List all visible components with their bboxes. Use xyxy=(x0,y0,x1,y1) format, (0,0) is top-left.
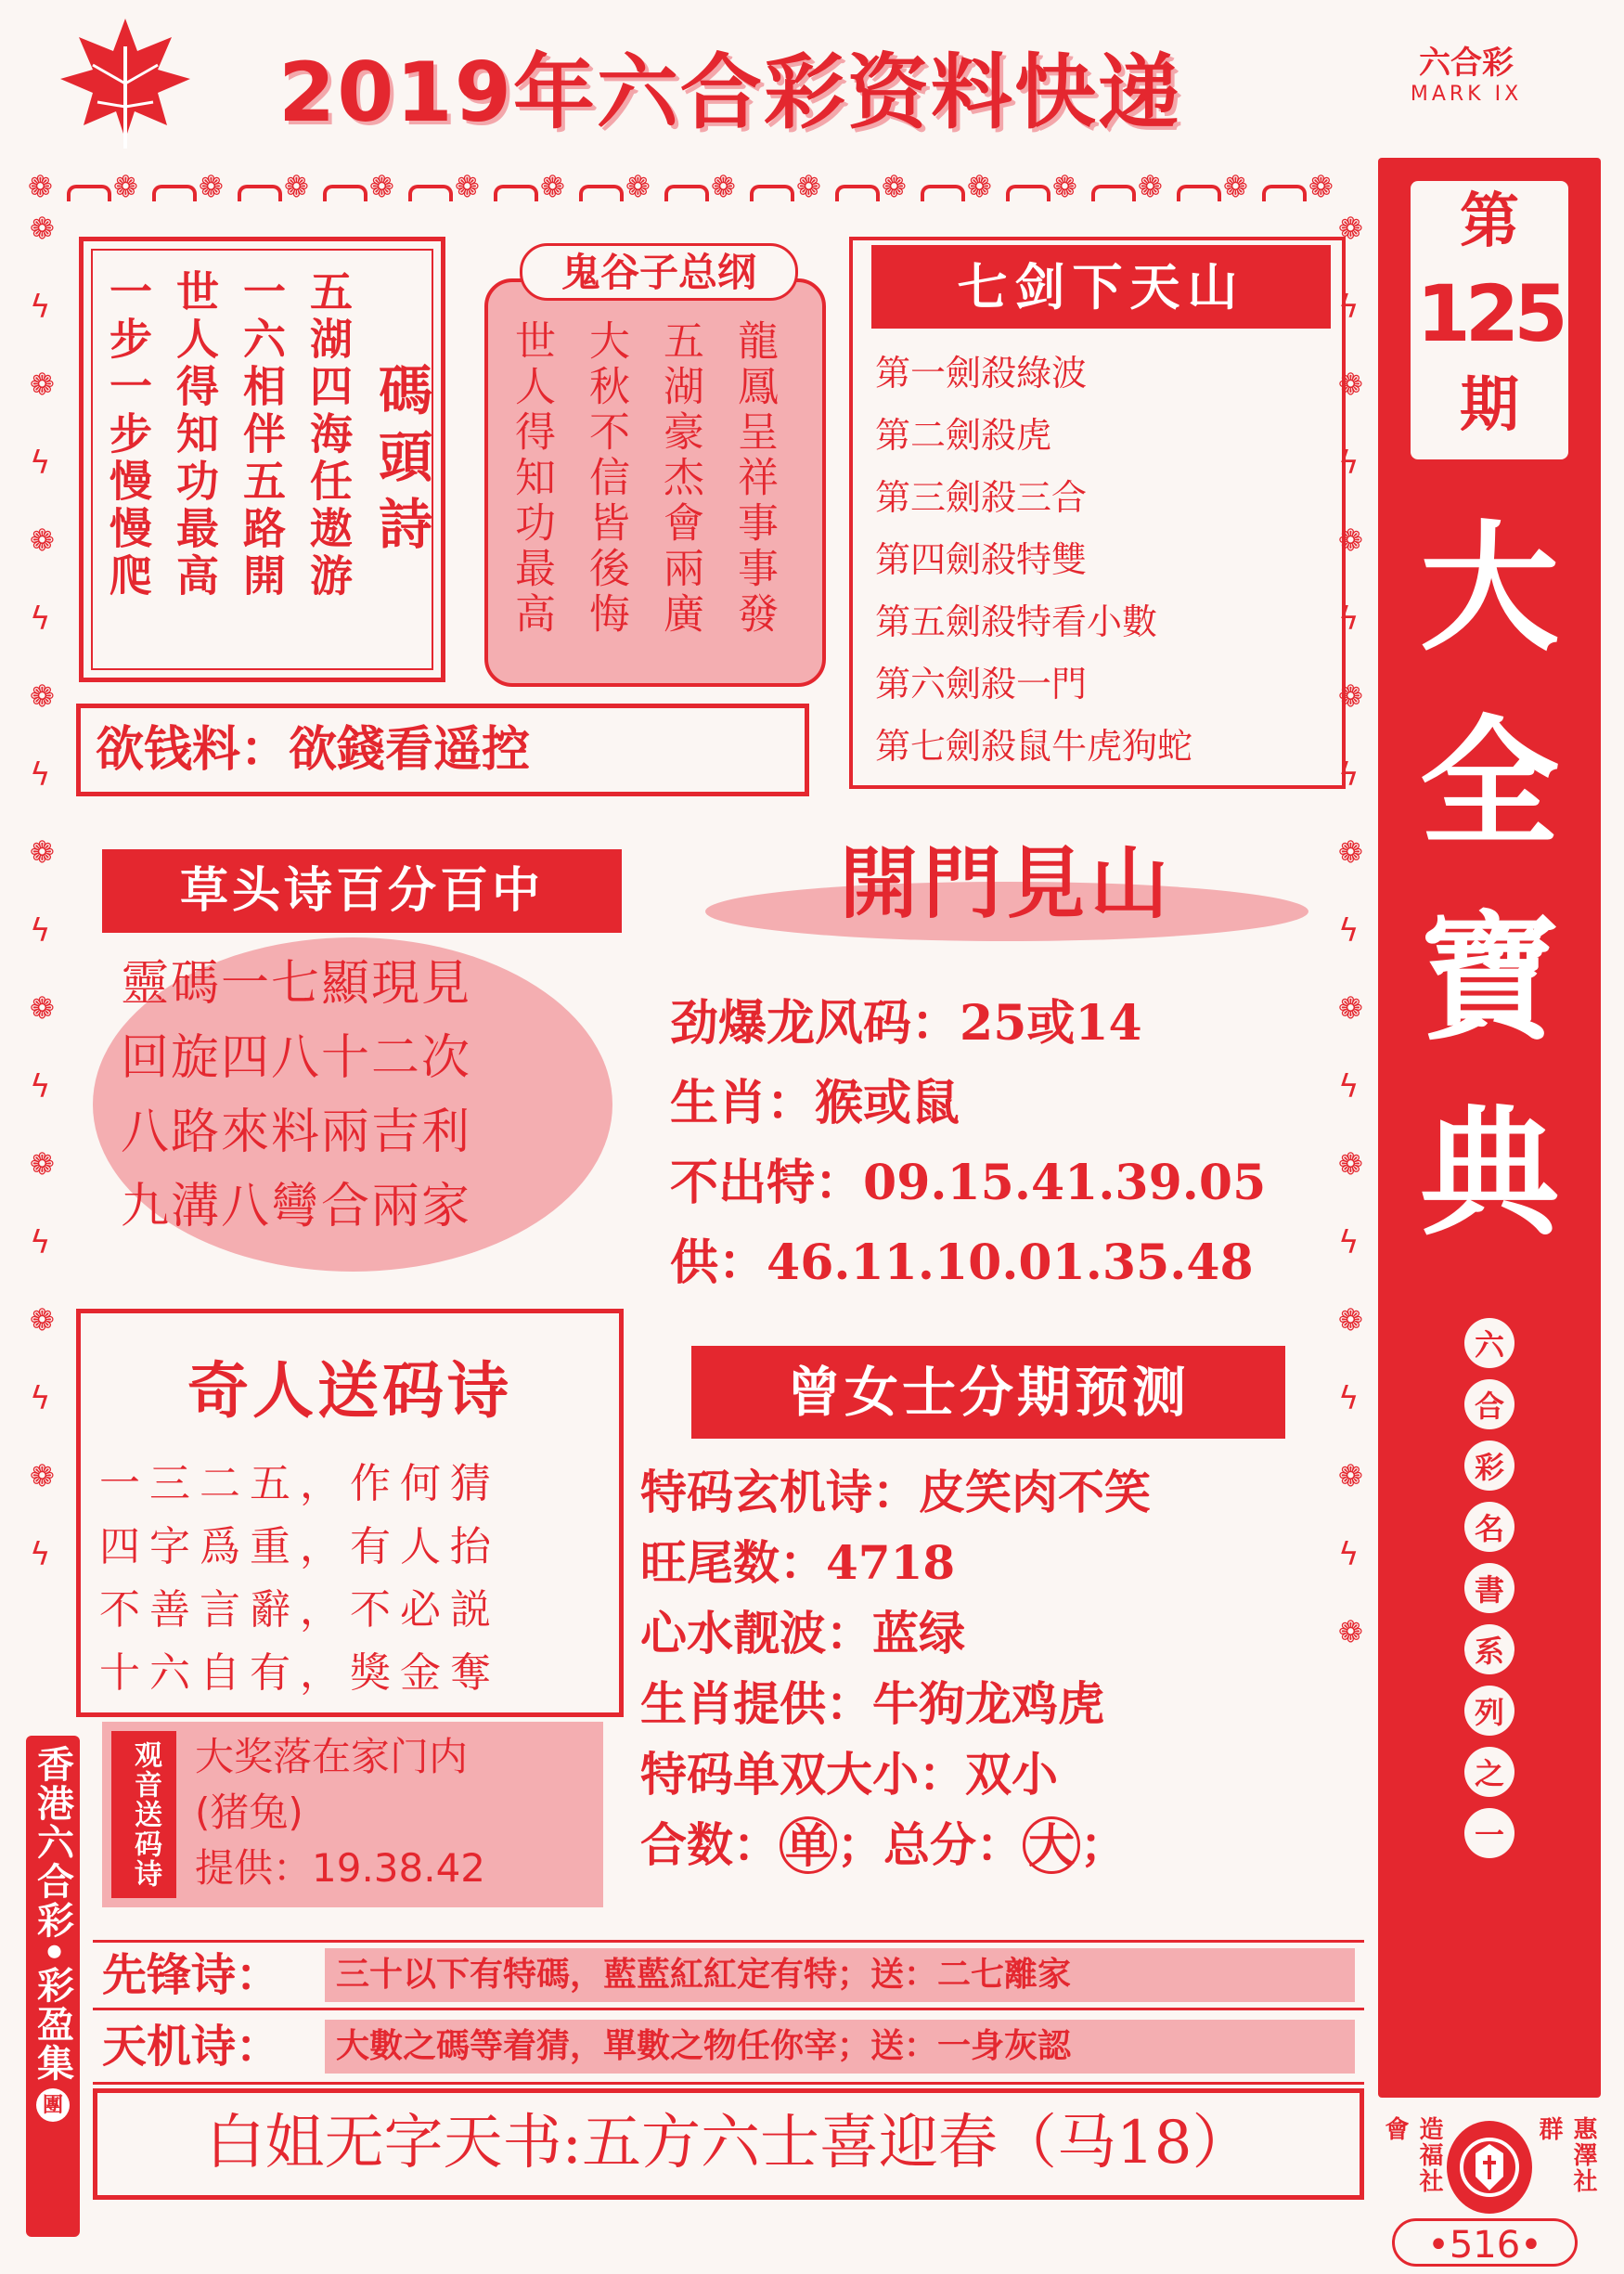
baijie-box: 白姐无字天书:五方六士喜迎春（马18） xyxy=(93,2088,1364,2200)
flower-icon: ❁ xyxy=(284,169,309,204)
kaimen-line xyxy=(670,1143,1266,1223)
guiguzi-poem xyxy=(507,319,783,638)
wave-icon xyxy=(152,185,197,201)
qiren-box xyxy=(76,1309,624,1717)
zigzag-icon: ϟ xyxy=(30,445,51,482)
guanyin-line1: 大奖落在家门内 xyxy=(195,1734,469,1779)
zigzag-icon: ϟ xyxy=(1338,1224,1360,1261)
flower-icon: ❁ xyxy=(625,169,651,204)
big-title-char: 大 xyxy=(1419,509,1559,670)
caotou-line: 八路來料兩吉利 xyxy=(121,1105,472,1160)
flower-icon: ❁ xyxy=(967,169,992,204)
flower-icon: ❁ xyxy=(1338,1302,1363,1337)
wave-icon xyxy=(921,185,965,201)
flower-icon: ❁ xyxy=(1338,678,1363,714)
series-char: 一 xyxy=(1464,1808,1514,1858)
flower-icon: ❁ xyxy=(30,367,55,402)
guiguzi-col: 大秋不信皆後悔 xyxy=(582,319,629,638)
qiren-line: 不善言辭，不必説 xyxy=(99,1586,500,1634)
org-right: 惠澤社群 xyxy=(1535,2116,1597,2194)
tianji-label: 天机诗： xyxy=(102,2021,281,2073)
flower-icon: ❁ xyxy=(113,169,138,204)
zigzag-icon: ϟ xyxy=(30,1380,51,1417)
flower-icon: ❁ xyxy=(1338,834,1363,870)
tianji-text: 大數之碼等着猜，單數之物任你宰；送：一身灰認 xyxy=(325,2020,1355,2074)
big-title-char: 全 xyxy=(1419,704,1559,865)
flower-icon: ❁ xyxy=(28,169,53,204)
flower-icon: ❁ xyxy=(30,834,55,870)
matou-col xyxy=(237,269,292,601)
flower-icon: ❁ xyxy=(1223,169,1248,204)
qijian-item: 第六劍殺一門 xyxy=(875,664,1088,704)
flower-icon: ❁ xyxy=(1338,990,1363,1026)
flower-icon: ❁ xyxy=(30,678,55,714)
flower-icon: ❁ xyxy=(1338,1146,1363,1182)
flower-icon: ❁ xyxy=(369,169,394,204)
caotou-line: 回旋四八十二次 xyxy=(121,1030,472,1086)
qijian-item: 第三劍殺三合 xyxy=(875,477,1088,518)
wave-icon xyxy=(494,185,538,201)
flower-icon: ❁ xyxy=(1338,1614,1363,1649)
xianfeng-text: 三十以下有特碼，藍藍紅紅定有特；送：二七離家 xyxy=(325,1948,1355,2002)
maple-leaf-icon xyxy=(56,9,195,149)
flower-icon: ❁ xyxy=(30,990,55,1026)
left-banner xyxy=(26,1736,80,2237)
kaimen-title: 開門見山 xyxy=(839,838,1174,929)
big-title xyxy=(1378,492,1601,1272)
series-char: 書 xyxy=(1464,1563,1514,1613)
heshu-value: 单 xyxy=(780,1816,837,1874)
series-char: 彩 xyxy=(1464,1441,1514,1491)
left-banner-text: 香港六合彩•彩盈集 xyxy=(31,1745,74,2083)
zeng-line: 特码单双大小：双小 xyxy=(640,1747,1058,1802)
matou-title: 碼頭詩 xyxy=(369,362,432,562)
zigzag-icon: ϟ xyxy=(1338,1068,1360,1105)
zigzag-icon: ϟ xyxy=(30,756,51,794)
zigzag-icon: ϟ xyxy=(1338,756,1360,794)
caotou-line: 九溝八彎合兩家 xyxy=(121,1179,472,1234)
flower-icon: ❁ xyxy=(30,1146,55,1182)
zeng-line: 心水靓波：蓝绿 xyxy=(640,1606,965,1660)
flower-icon: ❁ xyxy=(711,169,736,204)
zigzag-icon: ϟ xyxy=(30,1536,51,1573)
org-area xyxy=(1378,2116,1601,2218)
series-char: 名 xyxy=(1464,1502,1514,1552)
qiren-line: 四字爲重，有人抬 xyxy=(99,1523,500,1570)
brand-logo xyxy=(1392,37,1540,106)
left-banner-badge: 團 xyxy=(36,2088,70,2122)
issue-number: 125 xyxy=(1416,268,1563,359)
caotou-title: 草头诗百分百中 xyxy=(102,849,622,933)
zigzag-icon: ϟ xyxy=(30,1224,51,1261)
guiguzi-col: 龍鳳呈祥事事發 xyxy=(730,319,778,638)
zeng-title: 曾女士分期预测 xyxy=(691,1346,1285,1439)
qijian-title: 七剑下天山 xyxy=(871,245,1331,329)
decor-border-top xyxy=(28,169,1373,209)
guanyin-badge: 观音送码诗 xyxy=(111,1731,176,1898)
zigzag-icon: ϟ xyxy=(30,289,51,326)
caotou-lines xyxy=(121,947,603,1244)
zigzag-icon: ϟ xyxy=(1338,1380,1360,1417)
flower-icon: ❁ xyxy=(30,523,55,558)
side-column xyxy=(1378,158,1601,2237)
header-title: 2019年六合彩资料快递 xyxy=(278,45,1181,140)
kaimen-label: 不出特： xyxy=(670,1155,864,1211)
kaimen-line xyxy=(670,1064,1266,1143)
flower-icon: ❁ xyxy=(455,169,480,204)
zigzag-icon: ϟ xyxy=(30,601,51,638)
kaimen-line xyxy=(670,1223,1266,1303)
kaimen-value: 09.15.41.39.05 xyxy=(863,1155,1267,1211)
flower-icon: ❁ xyxy=(30,1302,55,1337)
zigzag-icon: ϟ xyxy=(30,912,51,950)
zeng-line: 生肖提供：牛狗龙鸡虎 xyxy=(640,1676,1104,1731)
flower-icon: ❁ xyxy=(796,169,821,204)
qijian-box xyxy=(849,237,1346,789)
big-title-char: 寶 xyxy=(1419,898,1559,1060)
flower-icon: ❁ xyxy=(1338,523,1363,558)
heshu-label: 合数： xyxy=(640,1817,780,1872)
kaimen-label: 生肖： xyxy=(670,1075,816,1131)
flower-icon: ❁ xyxy=(1138,169,1163,204)
wave-icon xyxy=(1091,185,1136,201)
logo-sub: MARK IX xyxy=(1410,83,1523,106)
zeng-line: 特码玄机诗：皮笑肉不笑 xyxy=(640,1465,1151,1519)
zongfen-label: ；总分： xyxy=(837,1817,1023,1872)
wave-icon xyxy=(835,185,880,201)
flower-icon: ❁ xyxy=(199,169,224,204)
guanyin-line2: (猪兔) xyxy=(195,1789,303,1835)
guiguzi-col: 世人得知功最高 xyxy=(508,319,555,638)
matou-col-text: 五湖四海任遨游 xyxy=(303,269,354,601)
flower-icon: ❁ xyxy=(540,169,565,204)
guanyin-text xyxy=(195,1729,485,1896)
kaimen-label: 劲爆龙风码： xyxy=(670,995,960,1052)
kaimen-line xyxy=(670,984,1266,1064)
org-left: 造福社會 xyxy=(1381,2116,1443,2194)
wave-icon xyxy=(1006,185,1050,201)
series-char: 列 xyxy=(1464,1686,1514,1736)
matou-col-text: 一六相伴五路開 xyxy=(237,269,287,601)
wave-icon xyxy=(323,185,367,201)
flower-icon: ❁ xyxy=(1308,169,1334,204)
zeng-line: 旺尾数：4718 xyxy=(640,1535,956,1590)
qiren-lines xyxy=(99,1453,500,1705)
series-char: 系 xyxy=(1464,1624,1514,1674)
matou-col xyxy=(170,269,226,601)
kaimen-label: 供： xyxy=(670,1234,767,1291)
xianfeng-row xyxy=(93,1940,1364,2010)
qijian-item: 第四劍殺特雙 xyxy=(875,539,1088,580)
kaimen-value: 25或14 xyxy=(960,995,1142,1052)
wave-icon xyxy=(408,185,453,201)
wave-icon xyxy=(750,185,794,201)
wave-icon xyxy=(238,185,282,201)
caotou-line: 靈碼一七顯現見 xyxy=(121,956,472,1012)
issue-suffix: 期 xyxy=(1460,371,1519,440)
kaimen-value: 猴或鼠 xyxy=(815,1075,960,1131)
flower-icon: ❁ xyxy=(1338,1458,1363,1493)
flower-icon: ❁ xyxy=(30,211,55,246)
guanyin-box xyxy=(102,1722,603,1907)
qiren-title: 奇人送码诗 xyxy=(187,1355,512,1427)
zigzag-icon: ϟ xyxy=(1338,912,1360,950)
emblem-icon xyxy=(1447,2121,1532,2214)
flower-icon: ❁ xyxy=(1052,169,1077,204)
matou-col-text: 世人得知功最高 xyxy=(170,269,220,601)
matou-box xyxy=(79,237,445,682)
qiren-line: 十六自有，獎金奪 xyxy=(99,1649,500,1697)
matou-poem xyxy=(103,269,359,601)
series-list xyxy=(1452,1318,1527,1869)
zigzag-icon: ϟ xyxy=(1338,601,1360,638)
yuqian-box: 欲钱料：欲錢看遥控 xyxy=(76,704,809,796)
wave-icon xyxy=(1177,185,1221,201)
flower-icon: ❁ xyxy=(882,169,907,204)
issue-box xyxy=(1411,181,1568,459)
wave-icon xyxy=(579,185,624,201)
wave-icon xyxy=(67,185,111,201)
qijian-item: 第一劍殺綠波 xyxy=(875,353,1088,394)
decor-border-left xyxy=(30,213,67,1606)
zigzag-icon: ϟ xyxy=(1338,289,1360,326)
wave-icon xyxy=(664,185,709,201)
qijian-item: 第五劍殺特看小數 xyxy=(875,601,1158,642)
flower-icon: ❁ xyxy=(30,1458,55,1493)
zongfen-value: 大 xyxy=(1023,1816,1080,1874)
zigzag-icon: ϟ xyxy=(1338,1536,1360,1573)
matou-col xyxy=(303,269,359,601)
flower-icon: ❁ xyxy=(1338,367,1363,402)
guiguzi-box xyxy=(484,278,826,687)
kaimen-value: 46.11.10.01.35.48 xyxy=(767,1234,1254,1291)
qiren-line: 一三二五，作何猜 xyxy=(99,1460,500,1507)
qijian-item: 第二劍殺虎 xyxy=(875,415,1052,456)
page-number: •516• xyxy=(1392,2218,1578,2267)
zigzag-icon: ϟ xyxy=(30,1068,51,1105)
wave-icon xyxy=(1262,185,1307,201)
xianfeng-label: 先锋诗： xyxy=(102,1949,281,2001)
series-char: 之 xyxy=(1464,1747,1514,1797)
zigzag-icon: ϟ xyxy=(1338,445,1360,482)
big-title-char: 典 xyxy=(1419,1093,1559,1255)
kaimen-lines xyxy=(670,984,1266,1303)
matou-col-text: 一步一步慢慢爬 xyxy=(103,269,153,601)
zeng-line-heshu xyxy=(640,1810,1151,1880)
matou-col xyxy=(103,269,159,601)
guiguzi-col: 五湖豪杰會兩廣 xyxy=(656,319,703,638)
zeng-end: ； xyxy=(1080,1817,1127,1872)
logo-text: 六合彩 xyxy=(1419,45,1514,82)
series-char: 六 xyxy=(1464,1318,1514,1368)
zeng-lines xyxy=(640,1457,1151,1880)
guanyin-line3: 提供：19.38.42 xyxy=(195,1845,486,1891)
qijian-list xyxy=(875,342,1192,778)
qijian-item: 第七劍殺鼠牛虎狗蛇 xyxy=(875,726,1193,767)
issue-prefix: 第 xyxy=(1460,187,1519,256)
tianji-row xyxy=(93,2014,1364,2085)
flower-icon: ❁ xyxy=(1338,211,1363,246)
guiguzi-title: 鬼谷子总纲 xyxy=(520,243,798,301)
series-char: 合 xyxy=(1464,1379,1514,1429)
